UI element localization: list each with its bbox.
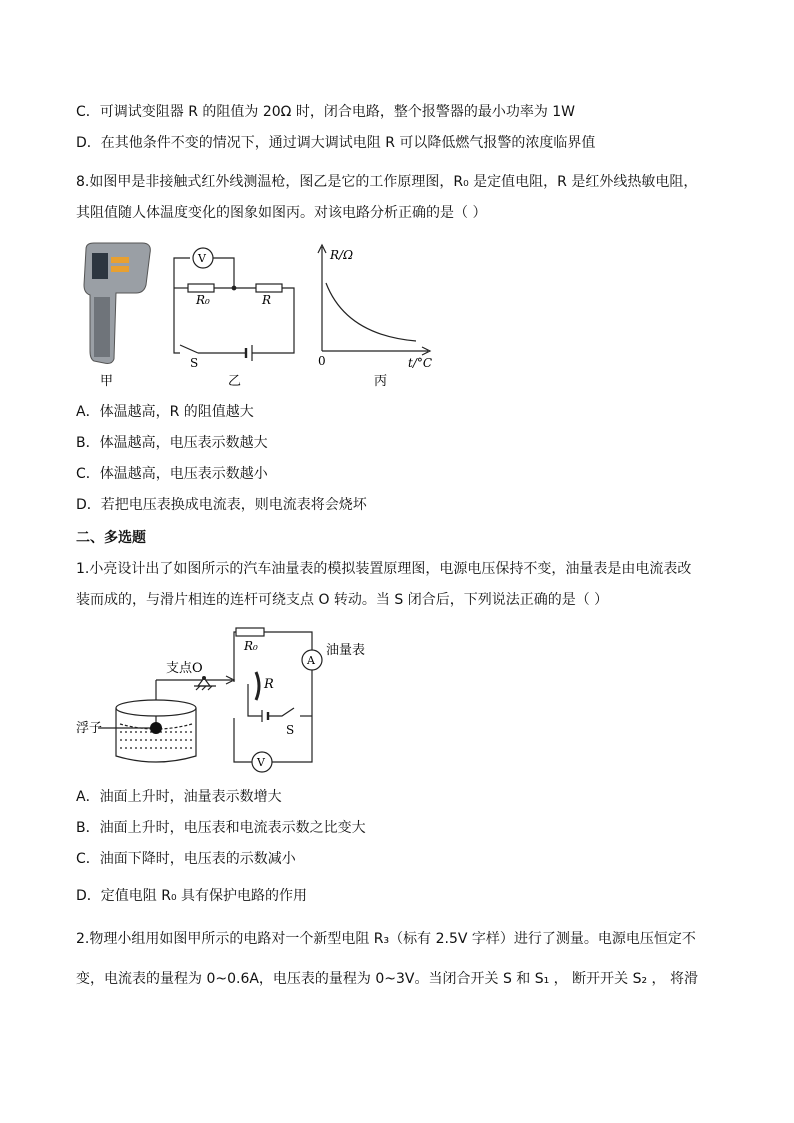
switch-label: S xyxy=(286,723,295,737)
multi-question-1-line-1: 1.小亮设计出了如图所示的汽车油量表的模拟装置原理图，电源电压保持不变，油量表是由电流表改 xyxy=(76,561,692,577)
float-label: 浮子 xyxy=(76,721,103,736)
q8-option-a: A．体温越高，R 的阻值越大 xyxy=(76,404,254,420)
q8-option-b: B．体温越高，电压表示数越大 xyxy=(76,435,268,451)
multi-question-2-line-2: 变，电流表的量程为 0~0.6A，电压表的量程为 0~3V。当闭合开关 S 和 S₁ ， 断开开关 S₂ ， 将滑 xyxy=(76,971,698,987)
question-8-line-1: 8.如图甲是非接触式红外线测温枪，图乙是它的工作原理图，R₀ 是定值电阻，R 是红外线热敏电阻， xyxy=(76,174,698,190)
thermometer-gun-illustration xyxy=(84,243,150,364)
float-ball xyxy=(150,722,162,734)
section-heading-multi-choice: 二、多选题 xyxy=(76,530,146,546)
m1-option-c: C．油面下降时，电压表的示数减小 xyxy=(76,851,296,867)
figure-question-8 xyxy=(76,235,446,395)
voltmeter-label: V xyxy=(257,756,265,769)
rheostat-label: R xyxy=(264,677,274,692)
y-axis-label: R/Ω xyxy=(330,248,354,262)
r-label: R xyxy=(262,293,272,307)
question-8-line-2: 其阻值随人体温度变化的图象如图丙。对该电路分析正确的是（ ） xyxy=(76,205,487,221)
option-d-prev: D．在其他条件不变的情况下，通过调大调试电阻 R 可以降低燃气报警的浓度临界值 xyxy=(76,135,596,151)
oil-meter-label: 油量表 xyxy=(326,643,366,658)
caption-bing: 丙 xyxy=(374,374,388,389)
oil-gauge-circuit xyxy=(98,628,322,772)
pivot-label: 支点O xyxy=(166,661,203,676)
caption-yi: 乙 xyxy=(228,374,242,389)
q8-option-d: D．若把电压表换成电流表，则电流表将会烧坏 xyxy=(76,497,367,513)
voltmeter-label: V xyxy=(198,252,206,265)
multi-question-1-line-2: 装而成的，与滑片相连的连杆可绕支点 O 转动。当 S 闭合后，下列说法正确的是（ ） xyxy=(76,592,609,608)
option-c-prev: C．可调试变阻器 R 的阻值为 20Ω 时，闭合电路，整个报警器的最小功率为 1W xyxy=(76,104,576,120)
caption-jia: 甲 xyxy=(100,374,114,389)
origin-label: 0 xyxy=(318,354,326,368)
x-axis-label: t/°C xyxy=(408,356,433,370)
multi-question-2-line-1: 2.物理小组用如图甲所示的电路对一个新型电阻 R₃（标有 2.5V 字样）进行了测量。电源电压恒定不 xyxy=(76,931,696,947)
r0-label: R₀ xyxy=(196,293,210,307)
m1-option-a: A．油面上升时，油量表示数增大 xyxy=(76,789,282,805)
m1-option-d: D．定值电阻 R₀ 具有保护电路的作用 xyxy=(76,888,308,904)
q8-option-c: C．体温越高，电压表示数越小 xyxy=(76,466,268,482)
ammeter-label: A xyxy=(307,654,315,667)
circuit-diagram-yi xyxy=(174,248,294,361)
m1-option-b: B．油面上升时，电压表和电流表示数之比变大 xyxy=(76,820,366,836)
r0-label: R₀ xyxy=(244,639,258,653)
figure-oil-gauge xyxy=(76,620,396,780)
switch-label: S xyxy=(190,356,199,370)
